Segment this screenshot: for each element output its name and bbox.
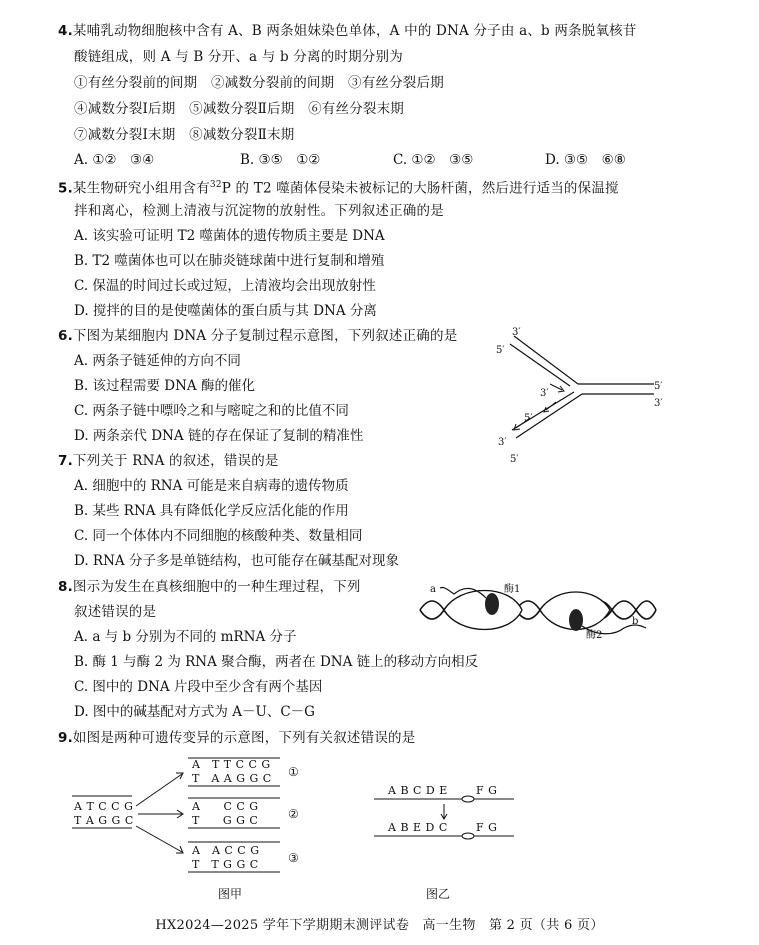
q9-fig-a-r2-top: A C C G <box>192 800 259 813</box>
q8-label-enzyme1: 酶1 <box>504 584 521 595</box>
q4-option-a[interactable]: A. ①② ③④ <box>74 152 155 168</box>
q8-number: 8. <box>58 579 73 595</box>
q8-stem-line2: 叙述错误的是 <box>74 604 157 620</box>
q7-option-d[interactable]: D. RNA 分子多是单链结构，也可能存在碱基配对现象 <box>74 553 399 569</box>
q6-label-upper-5prime: 5′ <box>496 345 505 356</box>
q8-label-a: a <box>430 584 436 595</box>
q8-option-d[interactable]: D. 图中的碱基配对方式为 A－U、C－G <box>74 704 315 720</box>
q9-fig-b-bottom-right: F G <box>476 821 498 834</box>
q7-number: 7. <box>58 453 73 469</box>
q6-option-c[interactable]: C. 两条子链中嘌呤之和与嘧啶之和的比值不同 <box>74 403 349 419</box>
q6-number: 6. <box>58 328 73 344</box>
q5-option-c[interactable]: C. 保温的时间过长或过短，上清液均会出现放射性 <box>74 278 376 294</box>
q9-stem-text: 如图是两种可遗传变异的示意图，下列有关叙述错误的是 <box>72 730 416 746</box>
q9-fig-b-bottom: A B E D C <box>388 821 448 834</box>
q5-stem-line1 <box>58 176 619 198</box>
q9-fig-a-r3-top: A A C C G <box>192 844 260 857</box>
q9-fig-a-r2-bottom: T G G C <box>192 814 259 827</box>
q4-option-d[interactable]: D. ③⑤ ⑥⑧ <box>545 152 626 168</box>
q4-items-line1: ①有丝分裂前的间期 ②减数分裂前的间期 ③有丝分裂后期 <box>74 75 444 91</box>
q9-fig-a-r3-bottom: T T G G C <box>192 858 259 871</box>
q5-number: 5. <box>58 180 73 197</box>
q6-option-b[interactable]: B. 该过程需要 DNA 酶的催化 <box>74 378 255 394</box>
q6-label-right-5prime: 5′ <box>654 381 663 392</box>
q5-superscript: 32 <box>209 180 222 190</box>
q6-label-lower-5prime-b: 5′ <box>510 454 519 465</box>
q9-fig-a-r2-mark: ② <box>288 807 299 821</box>
q5-stem-a: 某生物研究小组用含有 <box>72 180 210 197</box>
q6-label-lower-3prime: 3′ <box>498 437 507 448</box>
q8-transcription-diagram <box>410 580 660 642</box>
q4-option-b[interactable]: B. ③⑤ ①② <box>240 152 321 168</box>
q4-number: 4. <box>58 23 73 39</box>
q8-option-b[interactable]: B. 酶 1 与酶 2 为 RNA 聚合酶，两者在 DNA 链上的移动方向相反 <box>74 654 479 670</box>
q9-figure-a <box>66 752 326 902</box>
q6-label-upper-3prime: 3′ <box>512 327 521 338</box>
q6-stem <box>58 327 457 345</box>
q6-stem-text: 下图为某细胞内 DNA 分子复制过程示意图，下列叙述正确的是 <box>72 328 458 344</box>
q4-stem-line2: 酸链组成，则 A 与 B 分开、a 与 b 分离的时期分别为 <box>74 49 403 65</box>
q9-fig-a-source-bottom: T A G G C <box>74 814 134 827</box>
q6-label-lower-5prime-a: 5′ <box>524 413 533 424</box>
q5-stem-line2: 拌和离心，检测上清液与沉淀物的放射性。下列叙述正确的是 <box>74 203 444 219</box>
q8-label-enzyme2: 酶2 <box>586 630 603 641</box>
q9-fig-a-caption: 图甲 <box>218 887 243 901</box>
q8-option-a[interactable]: A. a 与 b 分别为不同的 mRNA 分子 <box>74 629 297 645</box>
q9-fig-b-caption: 图乙 <box>426 887 451 901</box>
q6-option-a[interactable]: A. 两条子链延伸的方向不同 <box>74 353 241 369</box>
q5-option-a[interactable]: A. 该实验可证明 T2 噬菌体的遗传物质主要是 DNA <box>74 228 385 244</box>
q7-option-c[interactable]: C. 同一个体体内不同细胞的核酸种类、数量相同 <box>74 528 363 544</box>
q5-option-d[interactable]: D. 搅拌的目的是使噬菌体的蛋白质与其 DNA 分离 <box>74 303 377 319</box>
q8-stem-line1 <box>58 578 361 596</box>
q7-stem <box>58 452 279 470</box>
q6-label-mid-3prime: 3′ <box>540 388 549 399</box>
q9-stem <box>58 729 415 747</box>
q4-items-line2: ④减数分裂Ⅰ后期 ⑤减数分裂Ⅱ后期 ⑥有丝分裂末期 <box>74 101 405 117</box>
q9-figure-b <box>370 778 520 900</box>
q6-replication-diagram <box>490 322 680 472</box>
q9-fig-b-top-right: F G <box>476 784 498 797</box>
q9-fig-b-top: A B C D E <box>388 784 448 797</box>
q8-option-c[interactable]: C. 图中的 DNA 片段中至少含有两个基因 <box>74 679 323 695</box>
q9-fig-a-r1-mark: ① <box>288 765 299 779</box>
q9-number: 9. <box>58 730 73 746</box>
q9-fig-a-r1-bottom: T A A G G C <box>192 772 272 785</box>
q7-option-b[interactable]: B. 某些 RNA 具有降低化学反应活化能的作用 <box>74 503 349 519</box>
q6-label-right-3prime: 3′ <box>654 398 663 409</box>
q8-stem-text1: 图示为发生在真核细胞中的一种生理过程，下列 <box>72 579 361 595</box>
q9-fig-a-r1-top: A T T C C G <box>192 758 271 771</box>
q9-fig-a-source-top: A T C C G <box>74 800 134 813</box>
q4-stem-line1 <box>58 22 637 40</box>
q7-stem-text: 下列关于 RNA 的叙述，错误的是 <box>72 453 279 469</box>
page-footer: HX2024—2025 学年下学期期末测评试卷 高一生物 第 2 页（共 6 页） <box>155 918 604 933</box>
q9-fig-a-r3-mark: ③ <box>288 851 299 865</box>
q7-option-a[interactable]: A. 细胞中的 RNA 可能是来自病毒的遗传物质 <box>74 478 349 494</box>
q4-items-line3: ⑦减数分裂Ⅰ末期 ⑧减数分裂Ⅱ末期 <box>74 127 295 143</box>
q4-option-c[interactable]: C. ①② ③⑤ <box>393 152 474 168</box>
q5-option-b[interactable]: B. T2 噬菌体也可以在肺炎链球菌中进行复制和增殖 <box>74 253 385 269</box>
q6-option-d[interactable]: D. 两条亲代 DNA 链的存在保证了复制的精准性 <box>74 428 364 444</box>
q8-label-b: b <box>632 616 639 627</box>
q5-stem-b: P 的 T2 噬菌体侵染未被标记的大肠杆菌，然后进行适当的保温搅 <box>221 180 619 197</box>
q4-stem-text1: 某哺乳动物细胞核中含有 A、B 两条姐妹染色单体，A 中的 DNA 分子由 a、b 两条脱氧核苷 <box>72 23 637 39</box>
